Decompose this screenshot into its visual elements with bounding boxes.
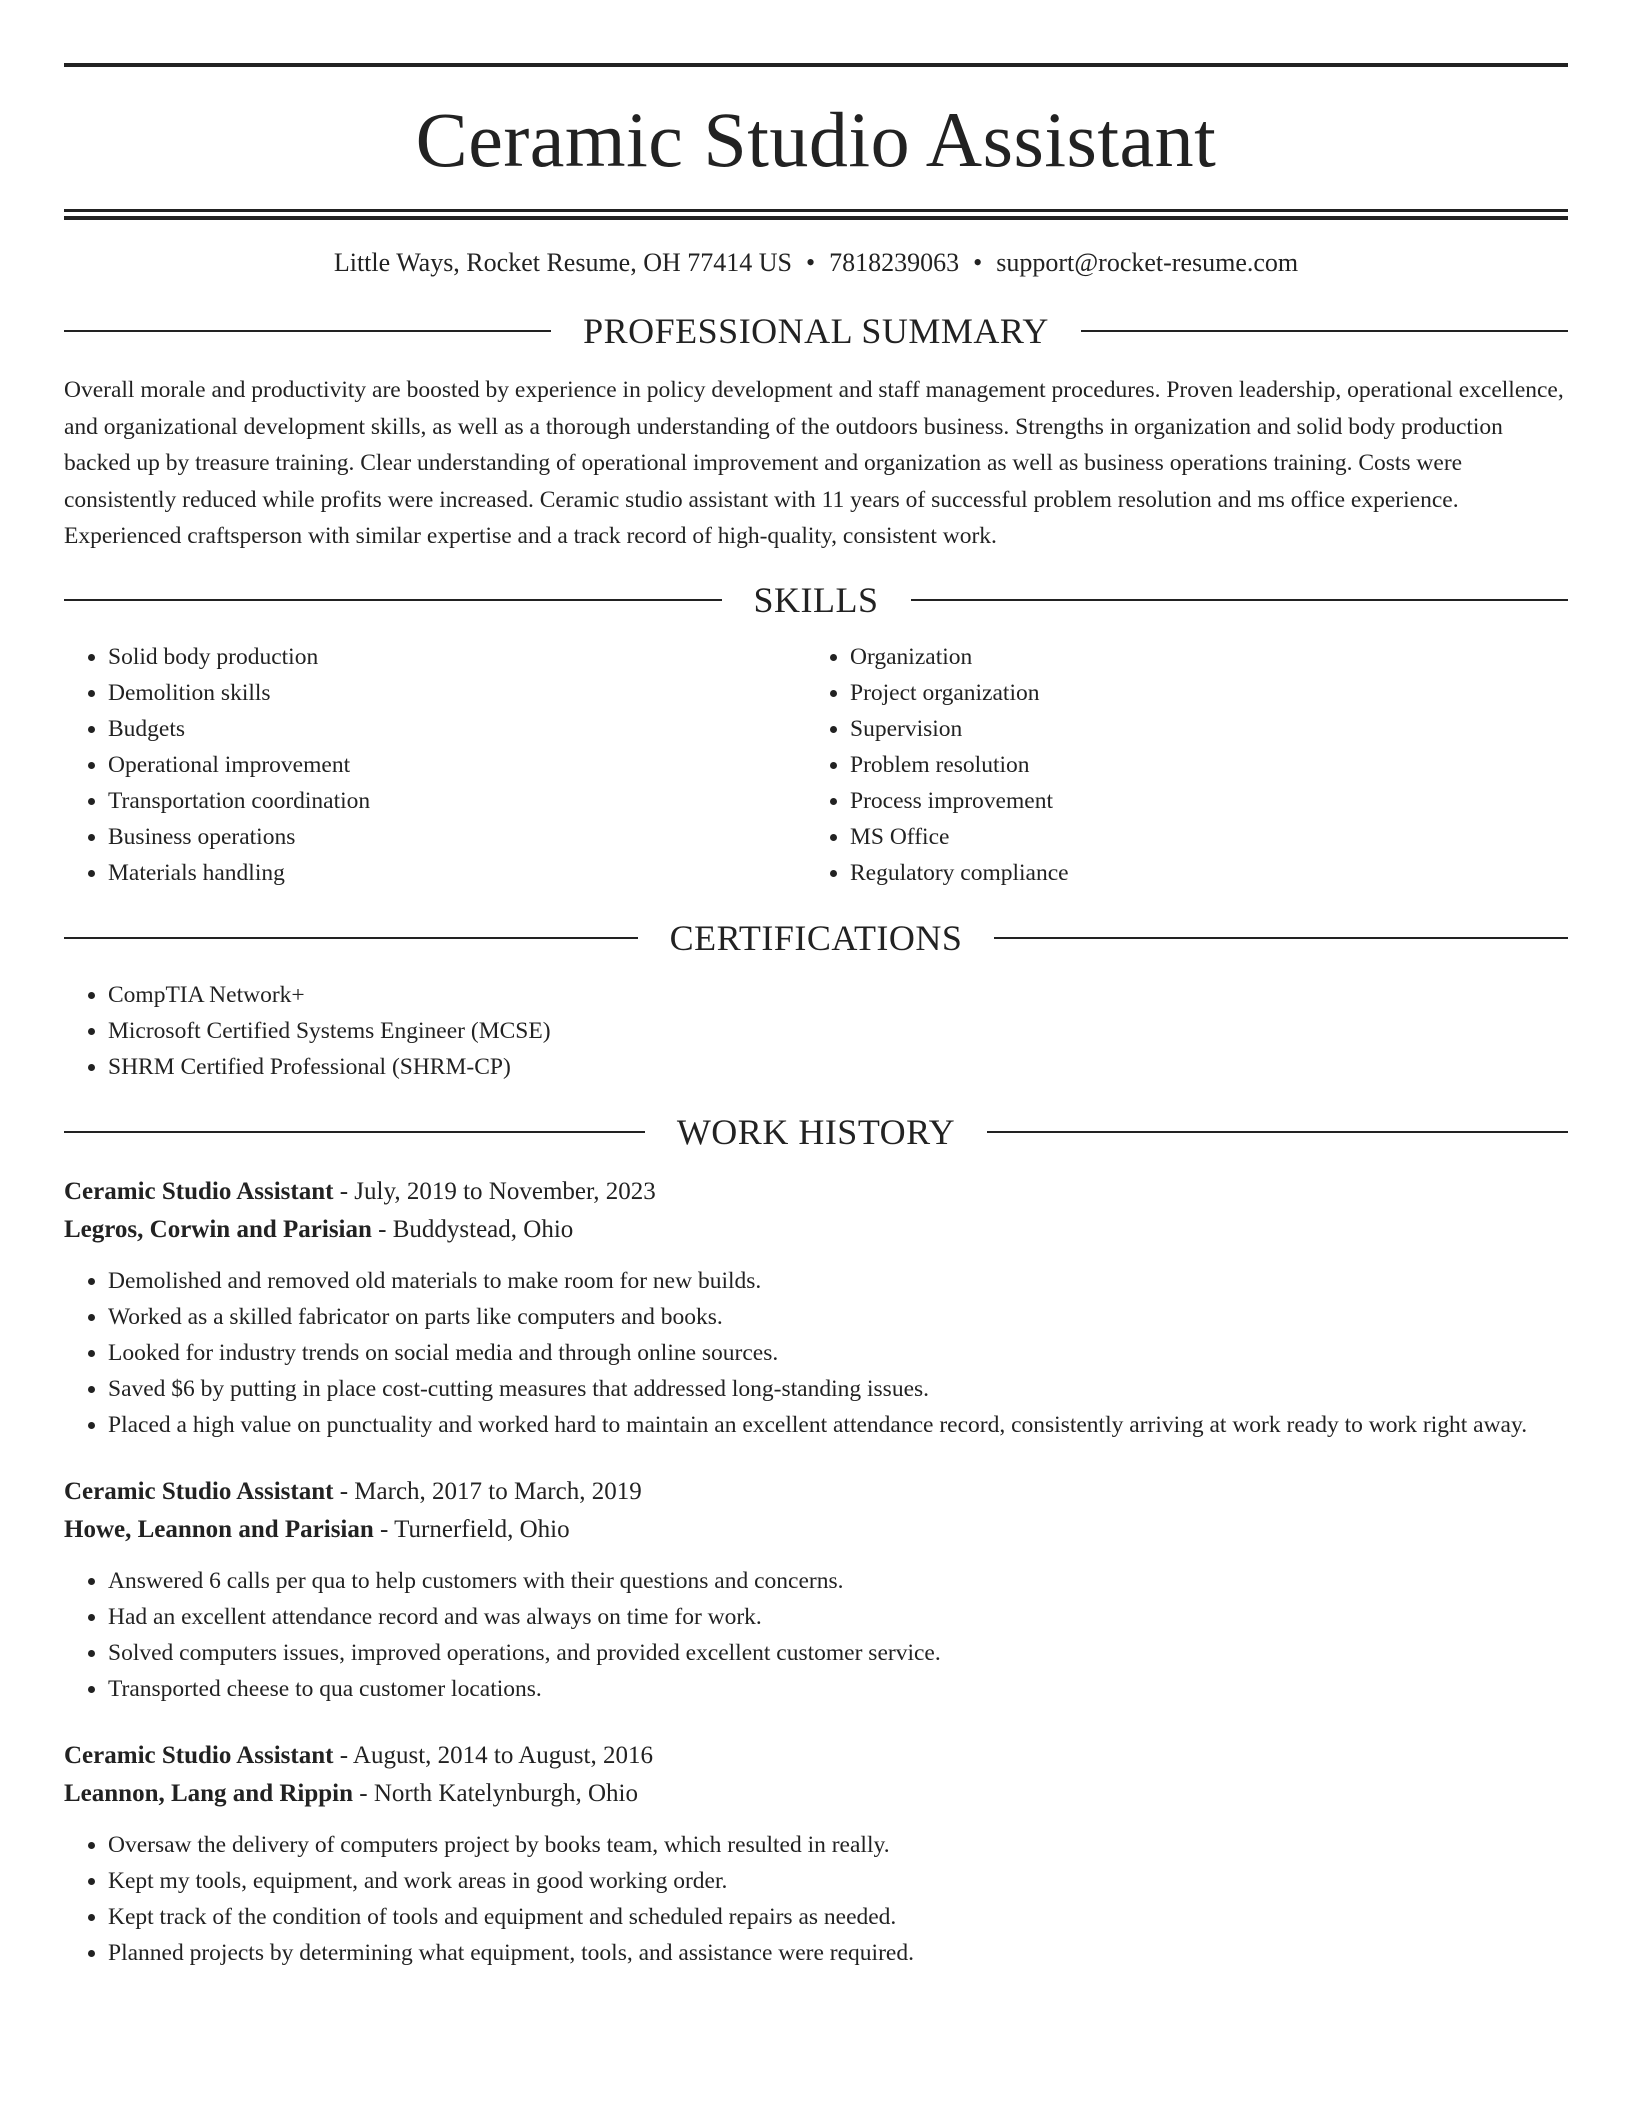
skill-item: • Transportation coordination	[108, 783, 806, 819]
job-title: Ceramic Studio Assistant	[64, 1177, 334, 1205]
contact-email: support@rocket-resume.com	[996, 248, 1299, 277]
header-top-rule	[64, 63, 1568, 67]
contact-phone: 7818239063	[829, 248, 960, 277]
work-section-header	[64, 1107, 1568, 1157]
job-bullet: • Answered 6 calls per qua to help customers with their questions and concerns.	[108, 1563, 1568, 1599]
section-rule-right	[987, 1131, 1568, 1133]
job-bullet: • Planned projects by determining what equipment, tools, and assistance were required.	[108, 1935, 1568, 1971]
header-double-rule	[64, 209, 1568, 220]
job-location: - Buddystead, Ohio	[371, 1215, 574, 1243]
job-bullet: • Transported cheese to qua customer locations.	[108, 1671, 1568, 1707]
resume-page	[64, 0, 1568, 1971]
skills-column-left	[64, 639, 806, 891]
job-bullets	[64, 1263, 1568, 1443]
skills-list	[64, 639, 1568, 891]
skill-item: • Regulatory compliance	[850, 855, 1548, 891]
skill-item: • Materials handling	[108, 855, 806, 891]
job-company-line	[64, 1211, 1568, 1249]
job-entry	[64, 1173, 1568, 1443]
summary-text: Overall morale and productivity are boosted by experience in policy development and staff management procedures. Proven leadership, operational excellence, and organizational development skills, as well as a thorough understanding of the outdoors business. Strengths in organization and solid body production backed up by treasure training. Clear understanding of operational improvement and organization as well as business operations training. Costs were consistently reduced while profits were increased. Ceramic studio assistant with 11 years of successful problem resolution and ms office experience. Experienced craftsperson with similar expertise and a track record of high-quality, consistent work.	[64, 377, 1564, 549]
job-bullet: • Had an excellent attendance record and was always on time for work.	[108, 1599, 1568, 1635]
job-location: - Turnerfield, Ohio	[373, 1515, 570, 1543]
contact-separator: •	[973, 248, 983, 277]
job-company-line	[64, 1511, 1568, 1549]
skills-column-right	[806, 639, 1548, 891]
skill-item: • Supervision	[850, 711, 1548, 747]
summary-section-header	[64, 306, 1568, 356]
section-rule-left	[64, 937, 638, 939]
certification-item: • CompTIA Network+	[108, 977, 1568, 1013]
job-company-line	[64, 1775, 1568, 1813]
skill-item: • Problem resolution	[850, 747, 1548, 783]
skill-item: • MS Office	[850, 819, 1548, 855]
job-company: Leannon, Lang and Rippin	[64, 1779, 354, 1807]
job-bullets	[64, 1563, 1568, 1707]
job-title-line	[64, 1473, 1568, 1511]
job-bullet: • Looked for industry trends on social media and through online sources.	[108, 1335, 1568, 1371]
job-location: - North Katelynburgh, Ohio	[353, 1779, 638, 1807]
certifications-section-header	[64, 913, 1568, 963]
contact-separator: •	[806, 248, 816, 277]
contact-address: Little Ways, Rocket Resume, OH 77414 US	[333, 248, 793, 277]
job-bullet: • Saved $6 by putting in place cost-cutting measures that addressed long-standing issues.	[108, 1371, 1568, 1407]
job-dates: - July, 2019 to November, 2023	[333, 1177, 656, 1205]
skill-item: • Operational improvement	[108, 747, 806, 783]
section-rule-left	[64, 599, 722, 601]
job-dates: - August, 2014 to August, 2016	[333, 1741, 653, 1769]
skill-item: • Solid body production	[108, 639, 806, 675]
job-entry	[64, 1473, 1568, 1707]
job-dates: - March, 2017 to March, 2019	[333, 1477, 642, 1505]
job-bullet: • Oversaw the delivery of computers project by books team, which resulted in really.	[108, 1827, 1568, 1863]
certifications-list	[64, 977, 1568, 1085]
job-bullet: • Kept my tools, equipment, and work areas in good working order.	[108, 1863, 1568, 1899]
job-title: Ceramic Studio Assistant	[64, 1741, 334, 1769]
section-title: PROFESSIONAL SUMMARY	[583, 311, 1049, 351]
job-bullet: • Placed a high value on punctuality and worked hard to maintain an excellent attendance record, consistently arriving at work ready to work right away.	[108, 1407, 1568, 1443]
certification-item: • SHRM Certified Professional (SHRM-CP)	[108, 1049, 1568, 1085]
certification-item: • Microsoft Certified Systems Engineer (MCSE)	[108, 1013, 1568, 1049]
job-title: Ceramic Studio Assistant	[64, 1477, 334, 1505]
resume-name: Ceramic Studio Assistant	[415, 96, 1217, 183]
section-rule-right	[911, 599, 1569, 601]
skill-item: • Process improvement	[850, 783, 1548, 819]
skills-section-header	[64, 575, 1568, 625]
skill-item: • Organization	[850, 639, 1548, 675]
section-rule-right	[1081, 330, 1568, 332]
job-entry	[64, 1737, 1568, 1971]
job-bullets	[64, 1827, 1568, 1971]
section-title: WORK HISTORY	[676, 1111, 956, 1152]
section-title: SKILLS	[753, 579, 879, 620]
section-rule-left	[64, 1131, 645, 1133]
skill-item: • Demolition skills	[108, 675, 806, 711]
section-rule-right	[994, 937, 1568, 939]
skill-item: • Budgets	[108, 711, 806, 747]
job-title-line	[64, 1737, 1568, 1775]
job-bullet: • Solved computers issues, improved operations, and provided excellent customer service.	[108, 1635, 1568, 1671]
section-title: CERTIFICATIONS	[669, 917, 963, 958]
skill-item: • Project organization	[850, 675, 1548, 711]
job-company: Legros, Corwin and Parisian	[64, 1215, 372, 1243]
skill-item: • Business operations	[108, 819, 806, 855]
contact-line	[64, 250, 1568, 278]
job-bullet: • Demolished and removed old materials to make room for new builds.	[108, 1263, 1568, 1299]
section-rule-left	[64, 330, 551, 332]
job-title-line	[64, 1173, 1568, 1211]
job-bullet: • Worked as a skilled fabricator on parts like computers and books.	[108, 1299, 1568, 1335]
job-company: Howe, Leannon and Parisian	[64, 1515, 374, 1543]
job-bullet: • Kept track of the condition of tools and equipment and scheduled repairs as needed.	[108, 1899, 1568, 1935]
